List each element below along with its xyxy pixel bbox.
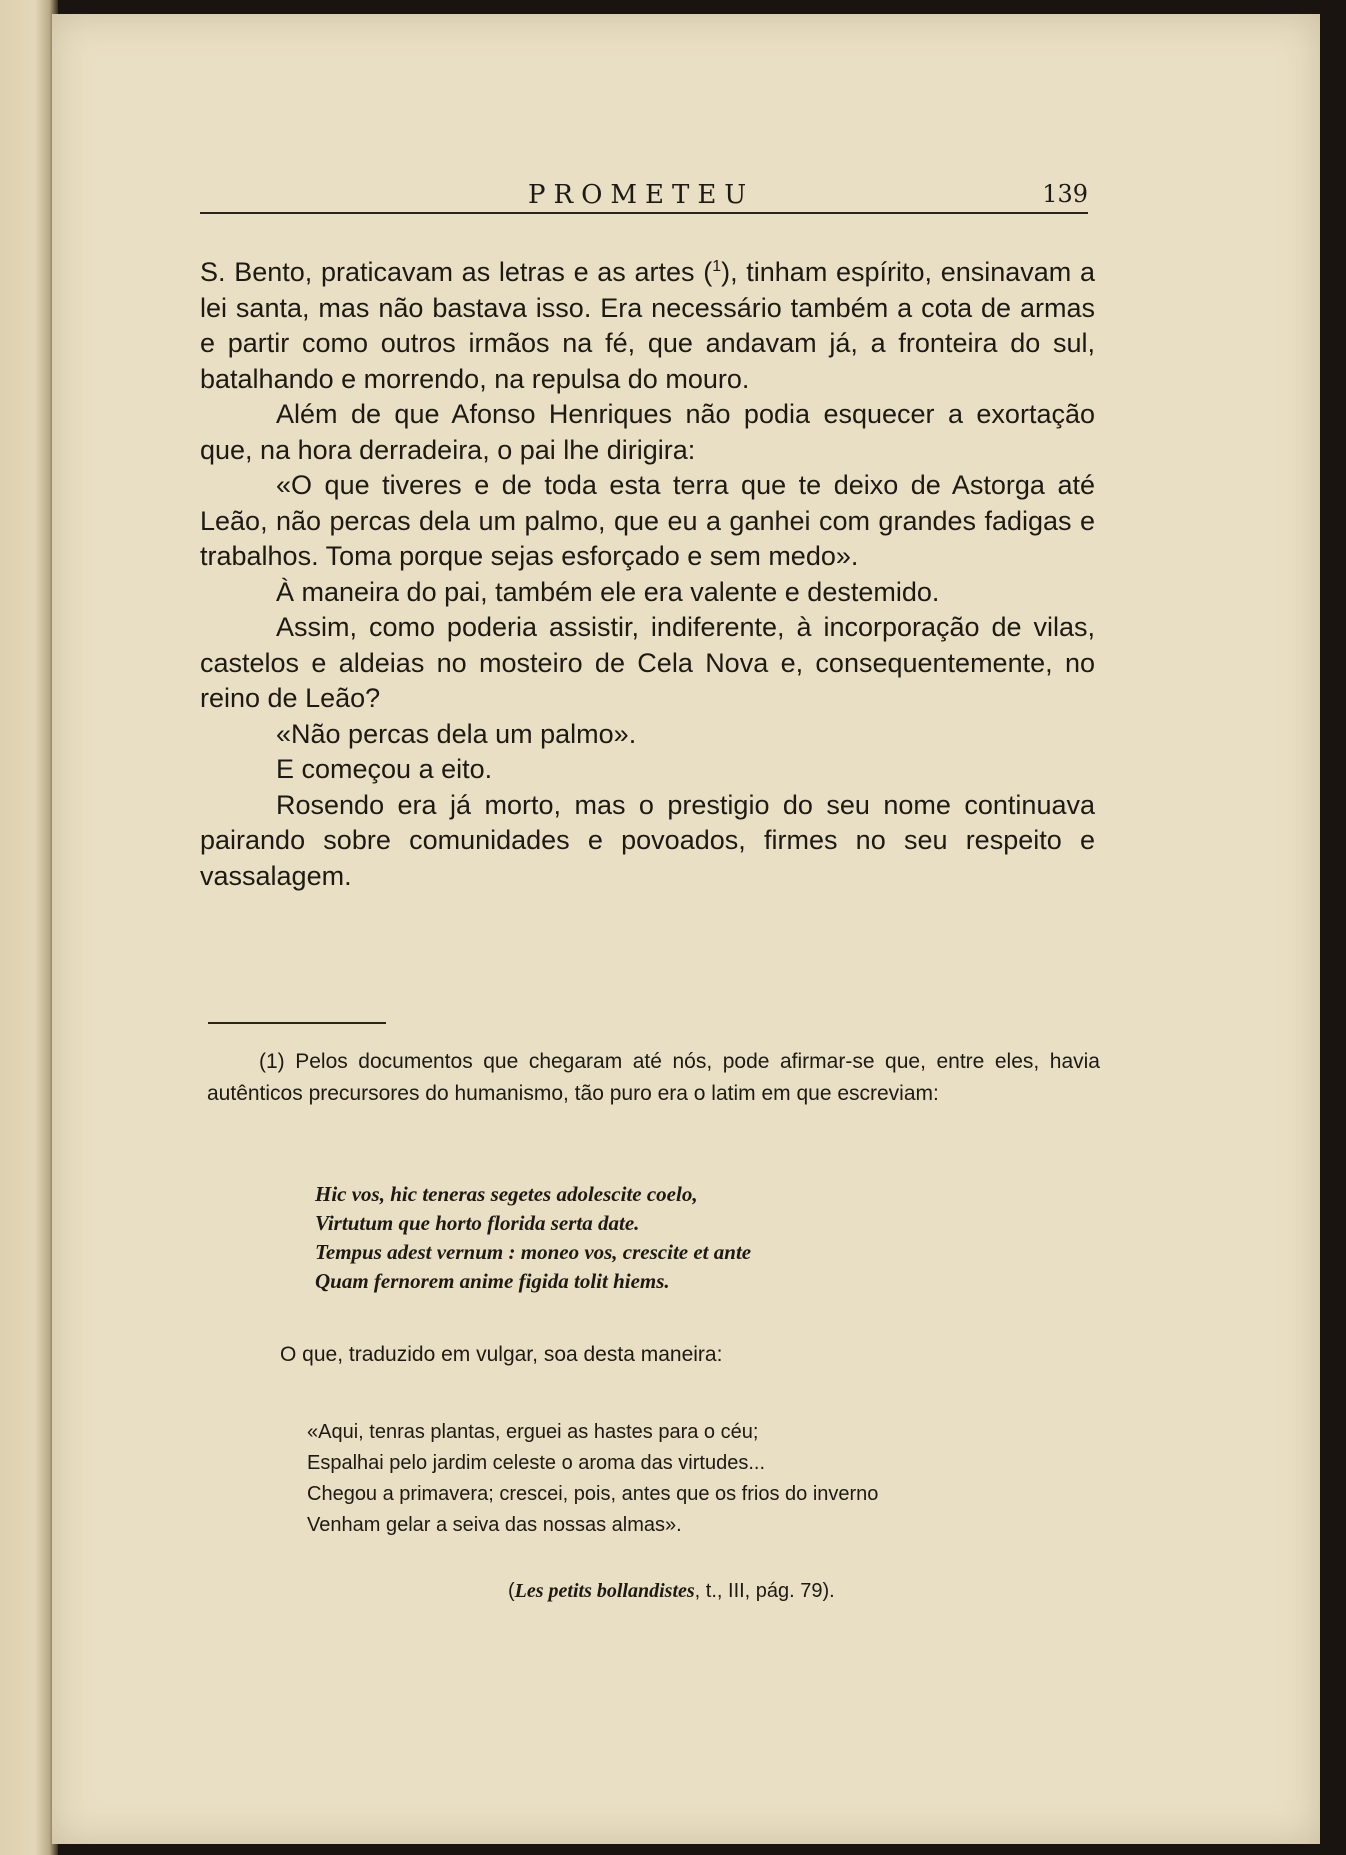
verse-line: Virtutum que horto florida serta date. bbox=[315, 1211, 640, 1235]
citation-open: ( bbox=[508, 1580, 515, 1602]
paragraph bbox=[200, 255, 1095, 397]
footnote-marker: (1) bbox=[259, 1050, 285, 1073]
page-number: 139 bbox=[1042, 180, 1088, 208]
verse-line: Chegou a primavera; crescei, pois, antes que os frios do inverno bbox=[307, 1483, 879, 1505]
running-header bbox=[200, 180, 1088, 214]
citation bbox=[508, 1580, 835, 1603]
paragraph: E começou a eito. bbox=[276, 754, 493, 784]
footnote-paragraph bbox=[207, 1046, 1100, 1110]
translation-intro: O que, traduzido em vulgar, soa desta maneira: bbox=[280, 1343, 723, 1366]
paragraph: «Não percas dela um palmo». bbox=[276, 718, 637, 749]
paragraph: Além de que Afonso Henriques não podia esquecer a exortação que, na hora derradeira, o pai lhe dirigira: bbox=[200, 399, 1095, 465]
citation-title: Les petits bollandistes bbox=[514, 1580, 695, 1602]
verse-line: Tempus adest vernum : moneo vos, crescite et ante bbox=[315, 1240, 752, 1264]
footnote-divider bbox=[208, 1022, 386, 1024]
verse-line: Venham gelar a seiva das nossas almas». bbox=[307, 1514, 682, 1536]
verse-line: «Aqui, tenras plantas, erguei as hastes para o céu; bbox=[307, 1421, 759, 1443]
book-spine-edge bbox=[0, 0, 58, 1855]
translated-verse bbox=[307, 1417, 878, 1541]
verse-line: Espalhai pelo jardim celeste o aroma das virtudes... bbox=[307, 1452, 766, 1474]
paragraph-text: S. Bento, praticavam as letras e as artes ( bbox=[200, 257, 713, 287]
latin-verse bbox=[315, 1180, 751, 1296]
main-text bbox=[200, 255, 1095, 894]
citation-detail: , t., III, pág. 79). bbox=[694, 1580, 835, 1602]
paragraph: Assim, como poderia assistir, indiferente, à incorporação de vilas, castelos e aldeias no mosteiro de Cela Nova e, consequentemente, no reino de Leão? bbox=[200, 612, 1095, 713]
paragraph-text: ), tinham espírito, ensinavam a lei santa, mas não bastava isso. Era necessário também a cota de armas e partir como outros irmãos na fé, que andavam já, a fronteira do sul, batalhando e morrendo, na repulsa do mouro. bbox=[200, 257, 1095, 394]
running-title: PROMETEU bbox=[528, 180, 755, 210]
paragraph: Rosendo era já morto, mas o prestigio do seu nome continuava pairando sobre comunidades e povoados, firmes no seu respeito e vassalagem. bbox=[200, 789, 1095, 891]
paragraph: «O que tiveres e de toda esta terra que te deixo de Astorga até Leão, não percas dela um palmo, que eu a ganhei com grandes fadigas e trabalhos. Toma porque sejas esforçado e sem medo». bbox=[200, 470, 1095, 571]
footnote-reference: 1 bbox=[712, 258, 722, 275]
footnote-text: Pelos documentos que chegaram até nós, pode afirmar-se que, entre eles, havia autênticos precursores do humanismo, tão puro era o latim em que escreviam: bbox=[207, 1050, 1100, 1105]
paragraph: À maneira do pai, também ele era valente e destemido. bbox=[276, 576, 940, 607]
verse-line: Hic vos, hic teneras segetes adolescite coelo, bbox=[315, 1182, 698, 1206]
verse-line: Quam fernorem anime figida tolit hiems. bbox=[315, 1269, 670, 1293]
footnote bbox=[207, 1046, 1100, 1110]
